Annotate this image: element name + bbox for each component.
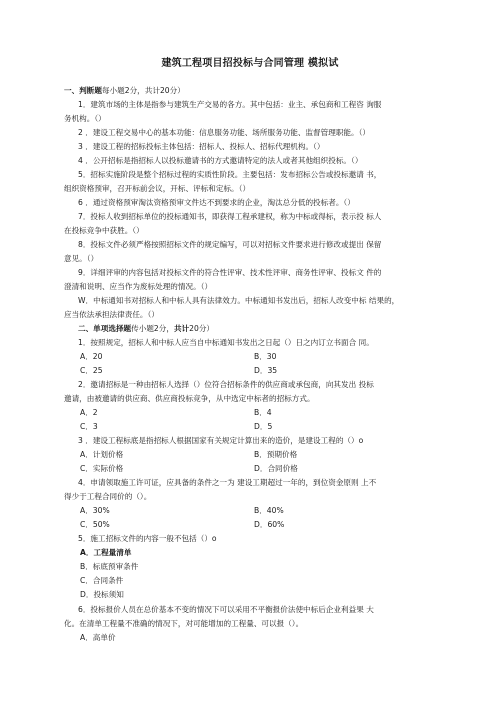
section2-heading-bold-2: 共计 [173, 324, 190, 333]
q2-2-line-a: 2．邀请招标是一种由招标人选择（）位符合招标条件的供应商或承包商，向其发出 投标 [78, 380, 374, 389]
q2-3: 3 ．建设工程标底是指招标人根据国家有关规定计算出来的造价，是建设工程的（）o [78, 436, 364, 445]
section1-heading [64, 86, 185, 96]
section2-heading [78, 324, 214, 334]
q2-2-line-b: 邀请，由被邀请的供应商、供应商投标竞争，从中选定中标者的招标方式。 [64, 394, 315, 403]
q2-1: 1．按照规定，招标人和中标人应当自中标通知书发出之日起（）日之内订立书面合 同。 [78, 338, 374, 347]
q2-3-option-c: C．实际价格 [80, 464, 124, 473]
q2-6-line-a: 6．投标报价人员在总价基本不变的情况下可以采用不平衡报价法使中标后企业利益果 大 [78, 605, 374, 614]
q2-4-option-a: A．30% [80, 506, 110, 515]
q2-2-option-b: B．4 [254, 408, 272, 417]
q1-4: 4 ．公开招标是指招标人以投标邀请书的方式邀请特定的法人或者其他组织投标。（） [78, 156, 363, 165]
q2-1-option-d: D．35 [254, 366, 278, 375]
section2-heading-mid: 传小题2分， [131, 324, 174, 333]
q2-3-option-a: A．计划价格 [80, 450, 124, 459]
q1-1-line-a: 1．建筑市场的主体是指参与建筑生产交易的各方。其中包括：业主、承包商和工程咨 询服 [78, 100, 382, 109]
q2-5-option-b: B．标底预审条件 [80, 562, 139, 571]
section2-heading-rest: 20分） [189, 324, 215, 333]
q2-4-line-b: 得少于工程合同价的（）。 [64, 492, 152, 501]
q1-8-line-b: 意见。（） [64, 254, 99, 263]
q2-3-option-d: D．合同价格 [254, 464, 298, 473]
q1-6: 6 ．通过资格预审淘汰资格预审文件达不到要求的企业，淘汰总分低的投标者。（） [78, 198, 355, 207]
section1-heading-bold: 一、判断题 [64, 86, 102, 95]
q1-3: 3 ．建设工程的招标投标主体包括：招标人、投标人、招标代理机构。（） [78, 142, 325, 151]
q2-1-option-b: B．30 [254, 352, 277, 361]
q2-2-option-c: C．3 [80, 422, 98, 431]
q2-4-option-d: D．60% [254, 520, 285, 529]
q1-9-line-b: 澄清和说明、应当作为废标处理的情况。（） [64, 282, 213, 291]
q2-4-option-c: C．50% [80, 520, 110, 529]
q2-5-option-a: A．工程量清单 [80, 548, 132, 557]
q1-5-line-a: 5．招标实施阶段是整个招标过程的实质性阶段。主要包括：发布招标公告或投标邀请 书， [78, 170, 382, 179]
q1-9-line-a: 9．详细评审的内容包括对投标文件的符合性评审、技术性评审、商务性评审、投标文 件的 [78, 268, 382, 277]
q1-5-line-b: 组织资格预审，召开标前会议，开标、评标和定标。（） [64, 184, 251, 193]
q2-1-option-a: A．20 [80, 352, 103, 361]
q1-10-line-a: W．中标通知书对招标人和中标人具有法律效力。中标通知书发出后，招标人改变中标 结果的， [78, 296, 400, 305]
q1-1-line-b: 务机构。（） [64, 114, 106, 123]
document-title: 建筑工程项目招投标与合同管理 模拟试 [161, 58, 339, 69]
q2-5-option-c: C．合同条件 [80, 576, 124, 585]
q1-7-line-b: 在投标竞争中获胜。（） [64, 226, 144, 235]
q2-6-line-b: 化。在清单工程量不准确的情况下，对可能增加的工程量、可以报（）。 [64, 619, 304, 628]
q2-5: 5．施工招标文件的内容一般不包括（）o [78, 534, 217, 543]
q1-8-line-a: 8．投标文件必须严格按照招标文件的规定编写，可以对招标文件要求进行修改或提出 保留 [78, 240, 382, 249]
q1-7-line-a: 7．投标人收到招标单位的投标通知书，即获得工程承建权，称为中标或得标，表示投 标人 [78, 212, 382, 221]
q1-10-line-b: 应当依法承担法律责任。（） [64, 310, 159, 319]
q1-2: 2 ．建设工程交易中心的基本功能：信息服务功能、场所服务功能、监督管理职能。（） [78, 128, 371, 137]
q2-4-line-a: 4．申请领取施工许可证，应具备的条件之一为 建设工期超过一年的，到位资金原则 上不 [78, 478, 377, 487]
q2-6-option-a: A．高单价 [80, 633, 116, 642]
q2-5-option-d: D．投标须知 [80, 590, 124, 599]
q2-2-option-a: A．2 [80, 408, 98, 417]
q2-2-option-d: D．5 [254, 422, 273, 431]
section1-heading-rest: 每小题2分，共计20分） [101, 86, 185, 95]
q2-4-option-b: B．40% [254, 506, 284, 515]
section2-heading-bold-1: 二、单项选择题 [78, 324, 132, 333]
q2-3-option-b: B．预期价格 [254, 450, 298, 459]
q2-1-option-c: C．25 [80, 366, 103, 375]
